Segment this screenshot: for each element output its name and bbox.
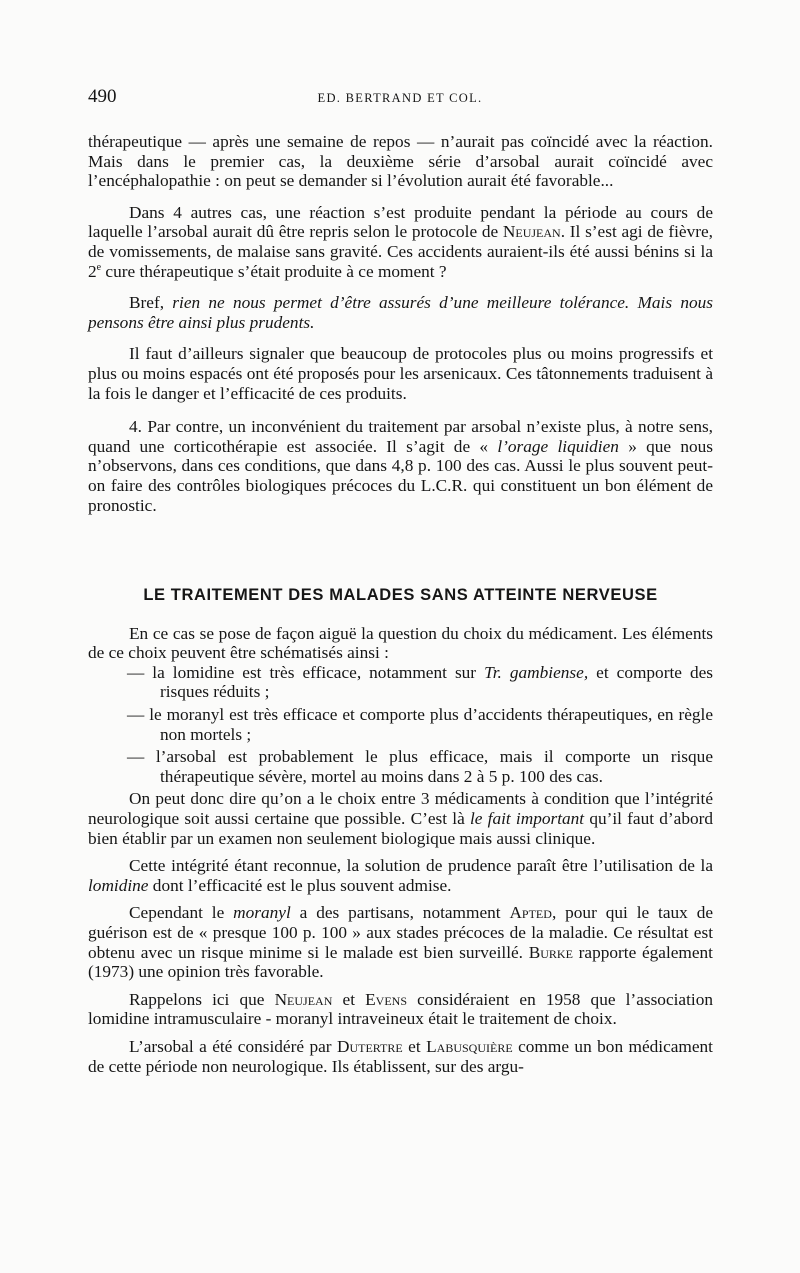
author-name: Neujean <box>274 989 333 1009</box>
paragraph-integrity: Cette intégrité étant reconnue, la solution de prudence paraît être l’utilisation de la lomidine dont l’efficacité est le plus souvent admise. <box>88 856 713 895</box>
superscript: e <box>96 261 102 273</box>
author-name: Dutertre <box>336 1036 403 1056</box>
paragraph-bref: Bref, rien ne nous permet d’être assurés d’une meilleure tolérance. Mais nous pensons être ainsi plus prudents. <box>88 293 713 332</box>
paragraph-recall: Rappelons ici que Neujean et Evens considéraient en 1958 que l’association lomidine intramusculaire - moranyl intraveineux était le traitement de choix. <box>88 989 713 1029</box>
paragraph-moranyl: Cependant le moranyl a des partisans, notamment Apted, pour qui le taux de guérison est de « presque 100 p. 100 » aux stades précoces de la maladie. Ce résultat est obtenu avec un risque minime si le malade est bien surveillé. Burke rapporte également (1973) une opinion très favorable. <box>88 903 714 982</box>
list-item-lomidine: — la lomidine est très efficace, notamment sur Tr. gambiense, et comporte des risques réduits ; <box>127 662 713 702</box>
page-number: 490 <box>88 86 117 107</box>
page-header <box>88 86 712 114</box>
italic-species: Tr. gambiense, <box>484 662 589 682</box>
paragraph-arsobal: L’arsobal a été considéré par Dutertre et Labusquière comme un bon médicament de cette période non neurologique. Ils établissent, sur des argu- <box>88 1036 713 1076</box>
paragraph-protocols: Il faut d’ailleurs signaler que beaucoup de protocoles plus ou moins progressifs et plus ou moins espacés ont été proposés pour les arsenicaux. Ces tâtonnements traduisent à la fois le danger et l’efficacité de ces produits. <box>88 344 713 403</box>
author-name: Apted <box>509 903 552 923</box>
italic-term: l’orage liquidien <box>497 436 619 456</box>
italic-emphasis: rien ne nous permet d’être assurés d’une meilleure tolérance. Mais nous pensons être ainsi plus prudents. <box>88 293 713 332</box>
author-name: Neujean <box>502 222 561 242</box>
paragraph-choice: On peut donc dire qu’on a le choix entre 3 médicaments à condition que l’intégrité neurologique soit aussi certaine que possible. C’est là le fait important qu’il faut d’abord bien établir par un examen non seulement biologique mais aussi clinique. <box>88 789 714 848</box>
body-text <box>88 132 713 1076</box>
paragraph-four-other-cases: Dans 4 autres cas, une réaction s’est produite pendant la période au cours de laquelle l’arsobal aurait dû être repris selon le protocole de Neujean. Il s’est agi de fièvre, de vomissements, de malaise sans gravité. Ces accidents auraient-ils été aussi bénins si la 2e cure thérapeutique s’était produite à ce moment ? <box>88 202 713 281</box>
section-heading: LE TRAITEMENT DES MALADES SANS ATTEINTE NERVEUSE <box>143 586 658 605</box>
list-item-arsobal: — l’arsobal est probablement le plus efficace, mais il comporte un risque thérapeutique sévère, mortel au moins dans 2 à 5 p. 100 des cas. <box>127 747 713 786</box>
author-name: Labusquière <box>426 1036 513 1056</box>
italic-emphasis: le fait important <box>469 809 585 829</box>
author-name: Burke <box>528 942 573 962</box>
italic-drug: moranyl <box>233 903 291 923</box>
paragraph-continuation: thérapeutique — après une semaine de repos — n’aurait pas coïncidé avec la réaction. Mais dans le premier cas, la deuxième série d’arsobal aurait coïncidé avec l’encéphalopathie : on peut se demander si l’évolution aurait été favorable... <box>88 132 713 191</box>
running-head: ED. BERTRAND ET COL. <box>317 91 483 105</box>
paragraph-point-4: 4. Par contre, un inconvénient du traitement par arsobal n’existe plus, à notre sens, quand une corticothérapie est associée. Il s’agit de « l’orage liquidien » que nous n’observons, dans ces conditions, que dans 4,8 p. 100 des cas. Aussi le plus souvent peut-on faire des contrôles biologiques précoces du L.C.R. qui constituent un bon élément de pronostic. <box>88 417 713 515</box>
drug-list <box>88 663 713 787</box>
italic-drug: lomidine <box>88 875 149 895</box>
author-name: Evens <box>365 989 408 1009</box>
paragraph-intro: En ce cas se pose de façon aiguë la question du choix du médicament. Les éléments de ce choix peuvent être schématisés ainsi : <box>88 623 713 663</box>
list-item-moranyl: — le moranyl est très efficace et comporte plus d’accidents thérapeutiques, en règle non mortels ; <box>127 705 713 744</box>
